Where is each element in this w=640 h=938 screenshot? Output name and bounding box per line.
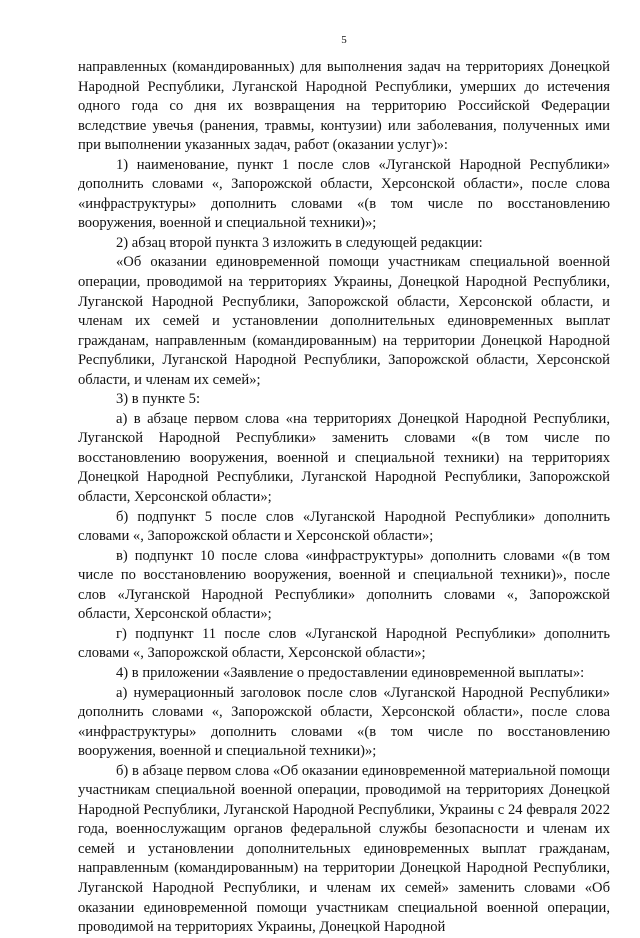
- paragraph-item-3b: б) подпункт 5 после слов «Луганской Народной Республики» дополнить словами «, Запорожской области и Херсонской области»;: [78, 508, 610, 545]
- paragraph-item-4: 4) в приложении «Заявление о предоставлении единовременной выплаты»:: [116, 664, 585, 681]
- paragraph-quoted-title: «Об оказании единовременной помощи участникам специальной военной операции, проводимой на территориях Украины, Донецкой Народной Республики, Луганской Народной Республики, Запорожской области, Херсонской области, и членам их семей и установлении дополнительных единовременных выплат гражданам, направленным (командированным) на территории Донецкой Народной Республики, Луганской Народной Республики, Запорожской области, Херсонской области, и членам их семей»;: [78, 254, 610, 388]
- page-number: 5: [341, 34, 347, 46]
- document-page: [78, 33, 610, 938]
- paragraph-item-3a: а) в абзаце первом слова «на территориях Донецкой Народной Республики, Луганской Народной Республики» заменить словами «(в том числе по восстановлению вооружения, военной и специальной техники) на территориях Донецкой Народной Республики, Луганской Народной Республики, Запорожской области, Херсонской области»;: [78, 410, 610, 506]
- paragraph-item-4a: а) нумерационный заголовок после слов «Луганской Народной Республики» дополнить словами «, Запорожской области, Херсонской области», после слова «инфраструктуры» дополнить словами «(в том числе по восстановлению вооружения, военной и специальной техники)»;: [78, 684, 610, 760]
- paragraph-item-3g: г) подпункт 11 после слов «Луганской Народной Республики» дополнить словами «, Запорожской области, Херсонской области»;: [78, 625, 610, 662]
- paragraph-item-4b: б) в абзаце первом слова «Об оказании единовременной материальной помощи участникам специальной военной операции, проводимой на территориях Донецкой Народной Республики, Луганской Народной Республики, Украины с 24 февраля 2022 года, военнослужащим органов федеральной службы безопасности и членам их семей и установлении дополнительных единовременных выплат гражданам, направленным (командированным) на территории Донецкой Народной Республики, Луганской Народной Республики, и членам их семей» заменить словами «Об оказании единовременной помощи участникам специальной военной операции, проводимой на территориях Украины, Донецкой Народной: [78, 762, 610, 936]
- paragraph-item-1: 1) наименование, пункт 1 после слов «Луганской Народной Республики» дополнить словами «, Запорожской области, Херсонской области», после слова «инфраструктуры» дополнить словами «(в том числе по восстановлению вооружения, военной и специальной техники)»;: [78, 156, 610, 232]
- paragraph-continuation: направленных (командированных) для выполнения задач на территориях Донецкой Народной Республики, Луганской Народной Республики, умерших до истечения одного года со дня их возвращения на территорию Российской Федерации вследствие увечья (ранения, травмы, контузии) или заболевания, полученных ими при выполнении указанных задач, работ (оказании услуг)»:: [78, 59, 610, 154]
- paragraph-item-3: 3) в пункте 5:: [116, 391, 201, 408]
- paragraph-item-2: 2) абзац второй пункта 3 изложить в следующей редакции:: [116, 234, 483, 251]
- paragraph-item-3v: в) подпункт 10 после слова «инфраструктуры» дополнить словами «(в том числе по восстановлению вооружения, военной и специальной техники)», после слов «Луганской Народной Республики» дополнить словами «, Запорожской области, Херсонской области»;: [78, 547, 610, 623]
